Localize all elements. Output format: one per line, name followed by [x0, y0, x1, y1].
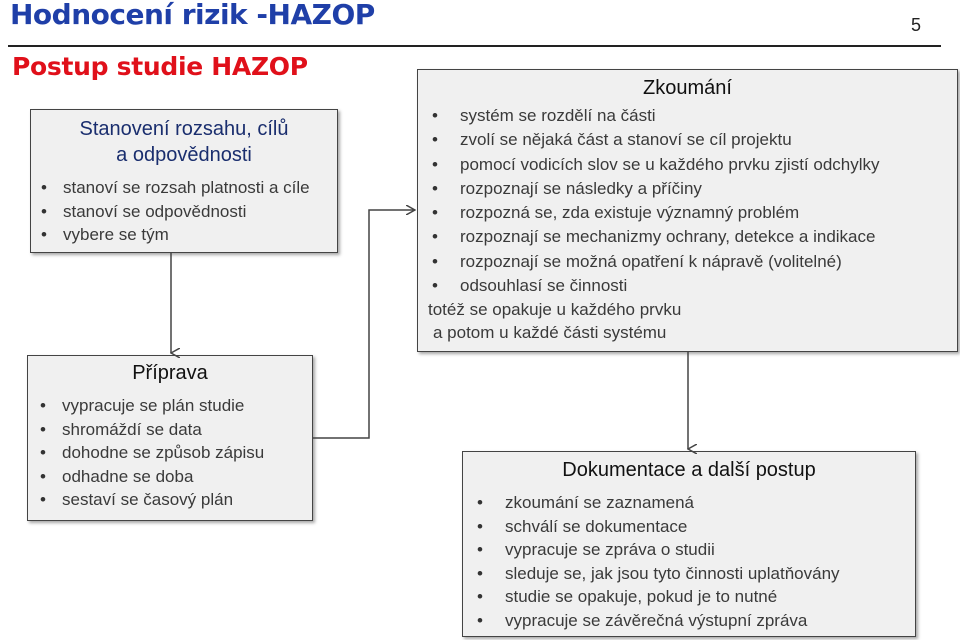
list-item: • odhadne se doba — [32, 465, 312, 489]
page-title: Hodnocení rizik -HAZOP — [10, 0, 375, 31]
list-item: • shromáždí se data — [32, 418, 312, 442]
examination-note-line-1: totéž se opakuje u každého prvku — [428, 300, 682, 320]
examination-note-line-2: a potom u každé části systému — [433, 323, 667, 343]
list-item: • systém se rozdělí na části — [422, 104, 957, 128]
list-item: • rozpoznají se mechanizmy ochrany, detekce a indikace — [422, 225, 957, 249]
list-item: • vypracuje se plán studie — [32, 394, 312, 418]
documentation-box-title: Dokumentace a další postup — [562, 459, 816, 481]
list-item: • sleduje se, jak jsou tyto činnosti uplatňovány — [467, 562, 915, 586]
page-number: 5 — [911, 15, 922, 35]
list-item: • pomocí vodicích slov se u každého prvku zjistí odchylky — [422, 153, 957, 177]
list-item: • vybere se tým — [33, 223, 337, 247]
list-item: • stanoví se odpovědnosti — [33, 200, 337, 224]
section-subtitle: Postup studie HAZOP — [12, 52, 308, 81]
list-item: • vypracuje se zpráva o studii — [467, 538, 915, 562]
list-item: • schválí se dokumentace — [467, 515, 915, 539]
list-item: • rozpozná se, zda existuje významný problém — [422, 201, 957, 225]
preparation-box-title: Příprava — [132, 362, 208, 384]
list-item: • sestaví se časový plán — [32, 488, 312, 512]
examination-box-title: Zkoumání — [643, 77, 732, 99]
list-item: • zkoumání se zaznamená — [467, 491, 915, 515]
list-item: • odsouhlasí se činnosti — [422, 274, 957, 298]
list-item: • vypracuje se závěrečná výstupní zpráva — [467, 609, 915, 633]
scope-title-line-2: a odpovědnosti — [116, 144, 252, 166]
list-item: • studie se opakuje, pokud je to nutné — [467, 585, 915, 609]
scope-title-line-1: Stanovení rozsahu, cílů — [79, 118, 289, 140]
list-item: • rozpoznají se následky a příčiny — [422, 177, 957, 201]
list-item: • zvolí se nějaká část a stanoví se cíl projektu — [422, 128, 957, 152]
list-item: • stanoví se rozsah platnosti a cíle — [33, 176, 337, 200]
arrow-preparation-to-examination — [313, 210, 415, 438]
list-item: • rozpoznají se možná opatření k nápravě (volitelné) — [422, 250, 957, 274]
list-item: • dohodne se způsob zápisu — [32, 441, 312, 465]
